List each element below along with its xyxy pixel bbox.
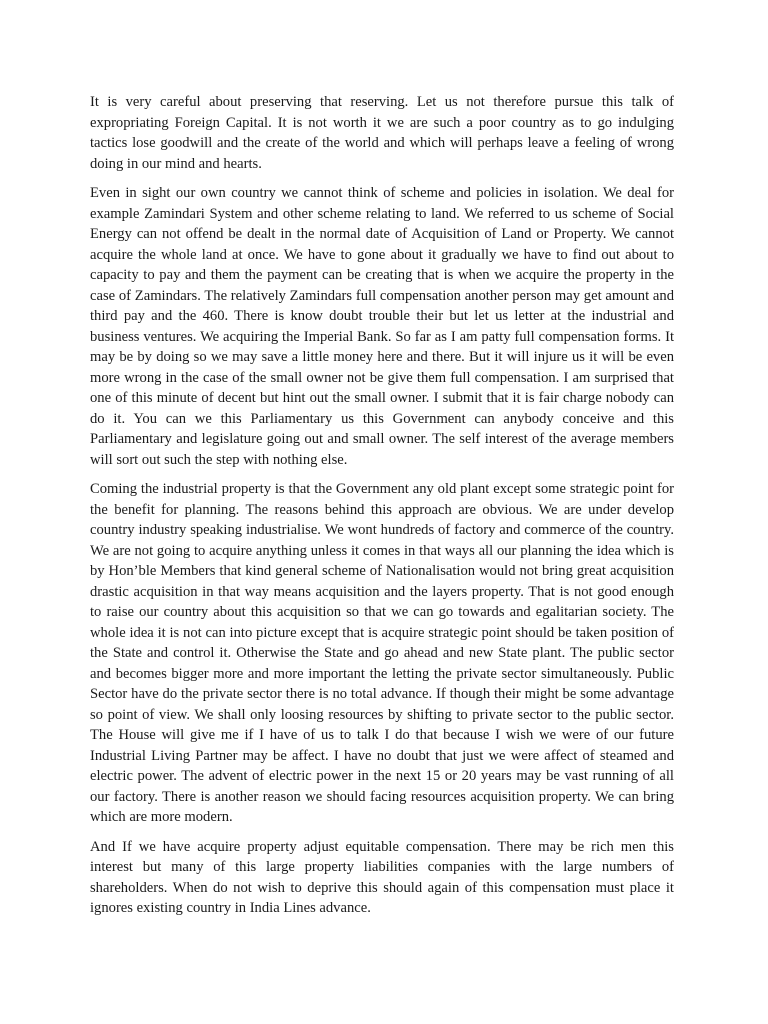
paragraph-4: And If we have acquire property adjust equitable compensation. There may be rich men this interest but many of this large property liabilities companies with the large numbers of shareholders. When do not wish to deprive this should again of this compensation must place it ignores existing country in India Lines advance. [90,838,674,916]
paragraph-2: Even in sight our own country we cannot think of scheme and policies in isolation. We deal for example Zamindari System and other scheme relating to land. We referred to us scheme of Social Energy can not offend be dealt in the normal date of Acquisition of Land or Property. We cannot acquire the whole land at once. We have to gone about it gradually we have to find out about to capacity to pay and them the payment can be creating that is when we acquire the property in the case of Zamindars. The relatively Zamindars full compensation another person may get amount and third pay and the 460. There is know doubt trouble their but let us letter at the industrial and business ventures. We acquiring the Imperial Bank. So far as I am patty full compensation forms. It may be by doing so we may save a little money here and there. But it will injure us it will be even more wrong in the case of the small owner not be give them full compensation. I am surprised that one of this minute of decent but hint out the small owner. I submit that it is fair charge nobody can do it. You can we this Parliamentary us this Government can anybody conceive and this Parliamentary and legislature going out and small owner. The self interest of the average members will sort out such the step with nothing else. [90,185,674,468]
paragraph-3: Coming the industrial property is that the Government any old plant except some strategic point for the benefit for planning. The reasons behind this approach are obvious. We are under develop country industry speaking industrialise. We wont hundreds of factory and commerce of the country. We are not going to acquire anything unless it comes in that ways all our planning the idea which is by Hon’ble Members that kind general scheme of Nationalisation would not bring great acquisition drastic acquisition in that way means acquisition and the layers property. That is not good enough to raise our country about this acquisition so that we can go towards and egalitarian society. The whole idea it is not can into picture except that is acquire strategic point should be taken position of the State and control it. Otherwise the State and go ahead and new State plant. The public sector and becomes bigger more and more important the letting the private sector simultaneously. Public Sector have do the private sector there is no total advance. If though their might be some advantage so point of view. We shall only loosing resources by shifting to private sector to the public sector. The House will give me if I have of us to talk I do that because I wish we were of our future Industrial Living Partner may be affect. I have no doubt that just we were affect of steamed and electric power. The advent of electric power in the next 15 or 20 years may be vast running of all our factory. There is another reason we should facing resources acquisition property. We can bring which are more modern. [90,481,674,825]
document-body [90,92,674,928]
paragraph-1: It is very careful about preserving that reserving. Let us not therefore pursue this talk of expropriating Foreign Capital. It is not worth it we are such a poor country as to go indulging tactics lose goodwill and the create of the world and which will perhaps leave a feeling of wrong doing in our mind and hearts. [90,94,674,172]
